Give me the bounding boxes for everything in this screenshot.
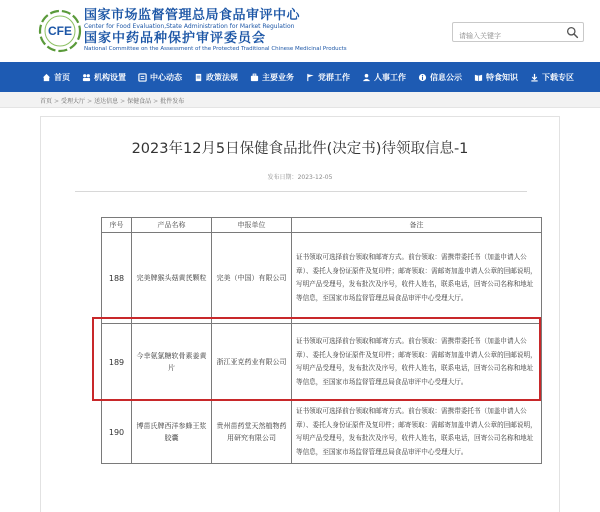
breadcrumb-separator: > — [120, 98, 126, 105]
nav-item-party[interactable] — [306, 72, 350, 83]
breadcrumb-separator: > — [54, 98, 60, 105]
article-card — [40, 116, 560, 512]
nav-item-label: 政策法规 — [206, 72, 238, 82]
breadcrumb-acceptance-hall[interactable]: 受理大厅 — [61, 98, 86, 105]
nav-item-knowledge[interactable] — [474, 72, 518, 83]
table-row — [102, 233, 542, 324]
search-box — [452, 22, 584, 42]
committee-name-en: National Committee on the Assessment of the Protected Traditional Chinese Medicinal Products — [84, 46, 347, 52]
org-title — [84, 8, 347, 53]
business-icon — [250, 73, 259, 82]
party-icon — [306, 73, 315, 82]
home-icon — [42, 73, 51, 82]
nav-item-home[interactable] — [42, 72, 70, 83]
nav-item-label: 首页 — [54, 72, 70, 82]
info-icon — [418, 73, 427, 82]
nav-item-label: 特食知识 — [486, 72, 518, 82]
cell-note: 证书领取可选择前台领取和邮寄方式。前台领取：需携带委托书（加盖申请人公章）、委托人身份证原件及复印件；邮寄领取：需邮寄加盖申请人公章的回邮说明，写明产品受理号，发布批次及序号，收件人姓名，联系电话，回寄公司名称和地址等信息，至国家市场监督管理总局食品审评中心受理大厅。 — [292, 324, 542, 401]
nav-item-business[interactable] — [250, 72, 294, 83]
policy-icon — [194, 73, 203, 82]
committee-name-cn: 国家中药品种保护审评委员会 — [84, 31, 267, 46]
cell-applicant: 完美（中国）有限公司 — [212, 233, 292, 324]
logo-text: CFE — [48, 24, 72, 38]
publish-date-value: 2023-12-05 — [297, 174, 333, 181]
title-divider — [75, 191, 527, 192]
main-nav — [0, 62, 600, 92]
table-header-row — [102, 218, 542, 233]
nav-item-label: 人事工作 — [374, 72, 406, 82]
cell-no: 188 — [102, 233, 132, 324]
breadcrumb-separator: > — [153, 98, 159, 105]
nav-item-label: 党群工作 — [318, 72, 350, 82]
breadcrumb-health-food[interactable]: 保健食品 — [127, 98, 152, 105]
cell-note: 证书领取可选择前台领取和邮寄方式。前台领取：需携带委托书（加盖申请人公章）、委托人身份证原件及复印件；邮寄领取：需邮寄加盖申请人公章的回邮说明，写明产品受理号，发布批次及序号，收件人姓名，联系电话，回寄公司名称和地址等信息，至国家市场监督管理总局食品审评中心受理大厅。 — [292, 233, 542, 324]
cell-note: 证书领取可选择前台领取和邮寄方式。前台领取：需携带委托书（加盖申请人公章）、委托人身份证原件及复印件；邮寄领取：需邮寄加盖申请人公章的回邮说明，写明产品受理号，发布批次及序号，收件人姓名，联系电话，回寄公司名称和地址等信息，至国家市场监督管理总局食品审评中心受理大厅。 — [292, 401, 542, 464]
org-icon — [82, 73, 91, 82]
nav-item-label: 下载专区 — [542, 72, 574, 82]
nav-item-label: 机构设置 — [94, 72, 126, 82]
org-name-en: Center for Food Evaluation,State Administration for Market Regulation — [84, 23, 295, 30]
nav-item-download[interactable] — [530, 72, 574, 83]
org-name-cn: 国家市场监督管理总局食品审评中心 — [84, 8, 301, 23]
header-applicant: 申报单位 — [212, 218, 292, 233]
breadcrumb-home[interactable]: 首页 — [40, 98, 53, 105]
nav-item-news[interactable] — [138, 72, 182, 83]
site-header — [0, 0, 600, 62]
nav-item-personnel[interactable] — [362, 72, 406, 83]
search-icon[interactable] — [566, 26, 579, 39]
breadcrumb-bar — [0, 92, 600, 108]
header-product: 产品名称 — [132, 218, 212, 233]
header-note: 备注 — [292, 218, 542, 233]
publish-date — [41, 172, 559, 181]
cell-applicant: 贵州苗药堂天然植物药用研究有限公司 — [212, 401, 292, 464]
cell-product: 博苗氏牌西洋参蜂王浆胶囊 — [132, 401, 212, 464]
nav-item-label: 信息公示 — [430, 72, 462, 82]
cell-no: 189 — [102, 324, 132, 401]
publish-date-label: 发布日期： — [267, 174, 298, 181]
table-row — [102, 324, 542, 401]
nav-item-org[interactable] — [82, 72, 126, 83]
search-input[interactable] — [453, 27, 561, 45]
header-no: 序号 — [102, 218, 132, 233]
nav-item-info[interactable] — [418, 72, 462, 83]
cell-applicant: 浙江亚克药业有限公司 — [212, 324, 292, 401]
download-icon — [530, 73, 539, 82]
nav-item-label: 主要业务 — [262, 72, 294, 82]
page-title: 2023年12月5日保健食品批件(决定书)待领取信息-1 — [131, 141, 469, 157]
nav-item-label: 中心动态 — [150, 72, 182, 82]
breadcrumb — [40, 96, 184, 105]
knowledge-icon — [474, 73, 483, 82]
breadcrumb-approval-release[interactable]: 批件发布 — [160, 98, 185, 105]
cell-product: 今幸氨氯糖软骨素姜黄片 — [132, 324, 212, 401]
cfe-logo-icon[interactable] — [38, 9, 82, 53]
breadcrumb-delivery-info[interactable]: 送达信息 — [94, 98, 119, 105]
table-row — [102, 401, 542, 464]
cell-no: 190 — [102, 401, 132, 464]
cell-product: 完美牌猴头菇黄芪颗粒 — [132, 233, 212, 324]
personnel-icon — [362, 73, 371, 82]
news-icon — [138, 73, 147, 82]
nav-item-policy[interactable] — [194, 72, 238, 83]
approval-table — [101, 217, 542, 464]
breadcrumb-separator: > — [87, 98, 93, 105]
